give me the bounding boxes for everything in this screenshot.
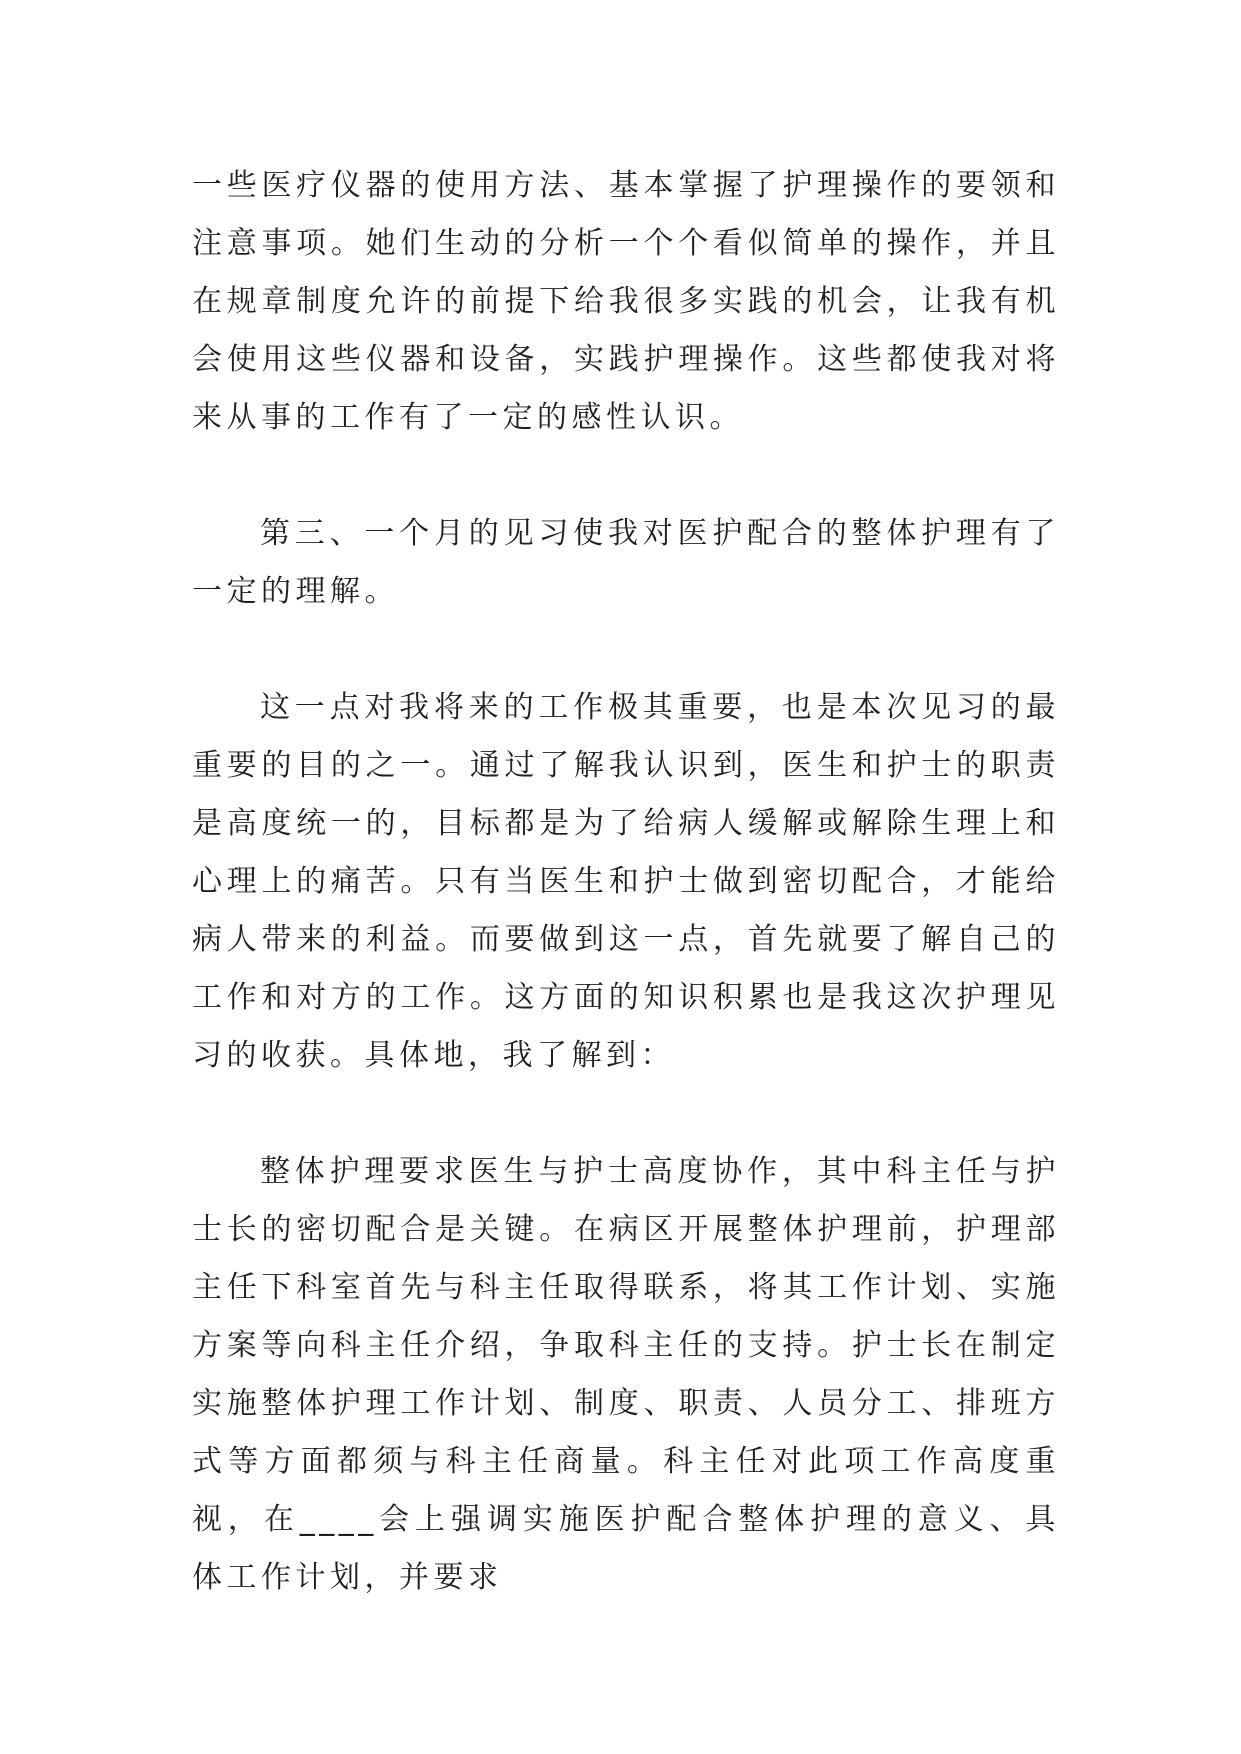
- paragraph-3: 这一点对我将来的工作极其重要，也是本次见习的最重要的目的之一。通过了解我认识到，医生和护士的职责是高度统一的，目标都是为了给病人缓解或解除生理上和心理上的痛苦。只有当医生和护士做到密切配合，才能给病人带来的利益。而要做到这一点，首先就要了解自己的工作和对方的工作。这方面的知识积累也是我这次护理见习的收获。具体地，我了解到：: [192, 690, 1060, 1073]
- paragraph-4: 整体护理要求医生与护士高度协作，其中科主任与护士长的密切配合是关键。在病区开展整体护理前，护理部主任下科室首先与科主任取得联系，将其工作计划、实施方案等向科主任介绍，争取科主任的支持。护士长在制定实施整体护理工作计划、制度、职责、人员分工、排班方式等方面都须与科主任商量。科主任对此项工作高度重视，在____会上强调实施医护配合整体护理的意义、具体工作计划，并要求: [192, 1154, 1060, 1595]
- document-body: [192, 157, 1060, 1607]
- paragraph-1: 一些医疗仪器的使用方法、基本掌握了护理操作的要领和注意事项。她们生动的分析一个个看似简单的操作，并且在规章制度允许的前提下给我很多实践的机会，让我有机会使用这些仪器和设备，实践护理操作。这些都使我对将来从事的工作有了一定的感性认识。: [192, 168, 1060, 435]
- paragraph-2: 第三、一个月的见习使我对医护配合的整体护理有了一定的理解。: [192, 516, 1060, 609]
